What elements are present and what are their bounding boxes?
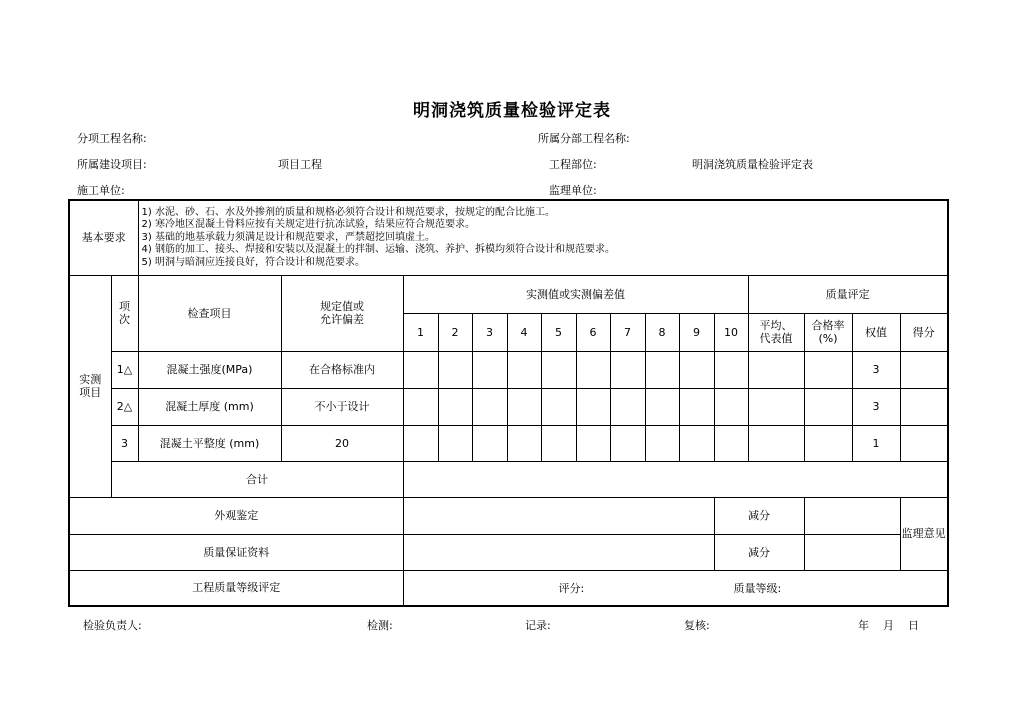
avg-cell[interactable] (748, 351, 804, 388)
basic-requirements-label: 基本要求 (69, 200, 138, 275)
measure-cell[interactable] (610, 388, 645, 425)
measure-cell[interactable] (541, 388, 576, 425)
row-weight: 3 (852, 351, 900, 388)
measure-cell[interactable] (438, 351, 472, 388)
requirement-item: 2) 寒冷地区混凝土骨料应按有关规定进行抗冻试验，结果应符合规范要求。 (141, 219, 475, 230)
requirement-item: 3) 基础的地基承载力须满足设计和规范要求，严禁超挖回填虚土。 (141, 231, 435, 243)
measure-cell[interactable] (438, 388, 472, 425)
appearance-row (69, 497, 948, 534)
pass-rate-cell[interactable] (804, 425, 852, 461)
col-check-item: 检查项目 (138, 275, 281, 351)
col-avg-line: 平均、 (759, 319, 793, 332)
score-cell[interactable] (900, 425, 947, 461)
quality-docs-deduct-value[interactable] (804, 534, 900, 570)
quality-docs-value-cell[interactable] (403, 534, 714, 570)
table-row (69, 388, 948, 425)
col-pass-rate (804, 313, 852, 351)
measure-cell[interactable] (645, 425, 679, 461)
row-item: 混凝土平整度 (mm) (138, 425, 281, 461)
supervisor-opinion-label: 监理意见 (900, 497, 947, 570)
grade-value-cell[interactable] (403, 570, 947, 606)
footer-recorder: 记录: (525, 619, 551, 632)
quality-docs-deduct-label: 减分 (714, 534, 804, 570)
sub-project-label: 分项工程名称: (77, 132, 147, 145)
measure-cell[interactable] (610, 351, 645, 388)
row-item: 混凝土厚度 (mm) (138, 388, 281, 425)
construction-project-value: 项目工程 (278, 158, 322, 171)
grade-row (69, 570, 948, 606)
row-spec: 20 (281, 425, 403, 461)
measure-cell[interactable] (541, 351, 576, 388)
measure-col: 9 (679, 313, 714, 351)
total-row (69, 461, 948, 497)
col-item-no-line: 次 (119, 313, 130, 326)
col-measured-group: 实测值或实测偏差值 (403, 275, 748, 313)
parent-project-label: 所属分部工程名称: (538, 132, 630, 145)
appearance-deduct-label: 减分 (714, 497, 804, 534)
measure-col: 2 (438, 313, 472, 351)
measure-cell[interactable] (679, 425, 714, 461)
score-cell[interactable] (900, 388, 947, 425)
basic-requirements-content (138, 200, 947, 275)
measure-cell[interactable] (507, 425, 541, 461)
measure-cell[interactable] (645, 351, 679, 388)
supervisor-opinion-value[interactable] (947, 497, 948, 570)
project-part-value: 明洞浇筑质量检验评定表 (692, 158, 813, 171)
grade-score-label: 评分: (558, 581, 585, 595)
basic-requirements-row (69, 200, 948, 275)
measure-cell[interactable] (541, 425, 576, 461)
measure-cell[interactable] (714, 425, 748, 461)
footer-tester: 检测: (367, 619, 393, 632)
col-avg (748, 313, 804, 351)
measure-col: 4 (507, 313, 541, 351)
measure-cell[interactable] (714, 351, 748, 388)
supervisor-label: 监理单位: (549, 184, 597, 197)
requirement-item: 5) 明洞与暗洞应连接良好，符合设计和规范要求。 (141, 256, 365, 268)
avg-cell[interactable] (748, 388, 804, 425)
measure-cell[interactable] (472, 388, 507, 425)
table-row (69, 425, 948, 461)
measure-cell[interactable] (403, 425, 438, 461)
footer-inspector: 检验负责人: (83, 619, 142, 632)
measure-col: 3 (472, 313, 507, 351)
measure-cell[interactable] (714, 388, 748, 425)
measure-col: 8 (645, 313, 679, 351)
measure-col: 6 (576, 313, 610, 351)
avg-cell[interactable] (748, 425, 804, 461)
measure-cell[interactable] (403, 388, 438, 425)
footer-reviewer: 复核: (684, 619, 710, 632)
header-row-1 (69, 275, 948, 313)
appearance-label: 外观鉴定 (69, 497, 403, 534)
measure-col: 1 (403, 313, 438, 351)
project-part-label: 工程部位: (549, 158, 597, 171)
measure-col: 7 (610, 313, 645, 351)
row-weight: 3 (852, 388, 900, 425)
page-title: 明洞浇筑质量检验评定表 (413, 101, 611, 121)
measure-cell[interactable] (576, 388, 610, 425)
row-no: 2△ (111, 388, 138, 425)
col-pass-line: 合格率 (811, 319, 845, 332)
grade-label: 工程质量等级评定 (69, 570, 403, 606)
measure-col: 10 (714, 313, 748, 351)
row-weight: 1 (852, 425, 900, 461)
pass-rate-cell[interactable] (804, 388, 852, 425)
measure-cell[interactable] (507, 388, 541, 425)
row-no: 1△ (111, 351, 138, 388)
appearance-deduct-value[interactable] (804, 497, 900, 534)
footer-date: 年 月 日 (858, 619, 919, 632)
section-label-line: 项目 (79, 386, 102, 399)
row-no: 3 (111, 425, 138, 461)
total-label: 合计 (111, 461, 403, 497)
col-spec (281, 275, 403, 351)
col-pass-line: (%) (818, 332, 838, 345)
total-value-cell[interactable] (403, 461, 947, 497)
section-label-line: 实测 (79, 373, 102, 386)
measure-cell[interactable] (679, 351, 714, 388)
measure-cell[interactable] (576, 425, 610, 461)
inspection-table (68, 199, 949, 607)
requirement-item: 1) 水泥、砂、石、水及外掺剂的质量和规格必须符合设计和规范要求，按规定的配合比施工。 (141, 206, 555, 218)
measure-cell[interactable] (403, 351, 438, 388)
col-item-no (111, 275, 138, 351)
quality-docs-row (69, 534, 948, 570)
measure-col: 5 (541, 313, 576, 351)
col-score: 得分 (900, 313, 947, 351)
requirement-item: 4) 钢筋的加工、接头、焊接和安装以及混凝土的拌制、运输、浇筑、养护、拆模均须符合设计和规范要求。 (141, 244, 615, 255)
col-spec-line: 允许偏差 (320, 313, 364, 326)
quality-docs-label: 质量保证资料 (69, 534, 403, 570)
col-weight: 权值 (852, 313, 900, 351)
measured-section-label (69, 275, 111, 497)
measure-cell[interactable] (576, 351, 610, 388)
row-item: 混凝土强度(MPa) (138, 351, 281, 388)
col-avg-line: 代表值 (759, 332, 793, 345)
measure-cell[interactable] (679, 388, 714, 425)
builder-label: 施工单位: (77, 184, 125, 197)
measure-cell[interactable] (507, 351, 541, 388)
col-quality-group: 质量评定 (748, 275, 947, 313)
measure-cell[interactable] (472, 425, 507, 461)
grade-level-label: 质量等级: (733, 581, 782, 595)
measure-cell[interactable] (645, 388, 679, 425)
pass-rate-cell[interactable] (804, 351, 852, 388)
appearance-value-cell[interactable] (403, 497, 714, 534)
col-spec-line: 规定值或 (320, 300, 364, 313)
table-row (69, 351, 948, 388)
row-spec: 不小于设计 (281, 388, 403, 425)
measure-cell[interactable] (438, 425, 472, 461)
row-spec: 在合格标准内 (281, 351, 403, 388)
score-cell[interactable] (900, 351, 947, 388)
construction-project-label: 所属建设项目: (77, 158, 147, 171)
measure-cell[interactable] (610, 425, 645, 461)
col-item-no-line: 项 (119, 300, 130, 313)
measure-cell[interactable] (472, 351, 507, 388)
